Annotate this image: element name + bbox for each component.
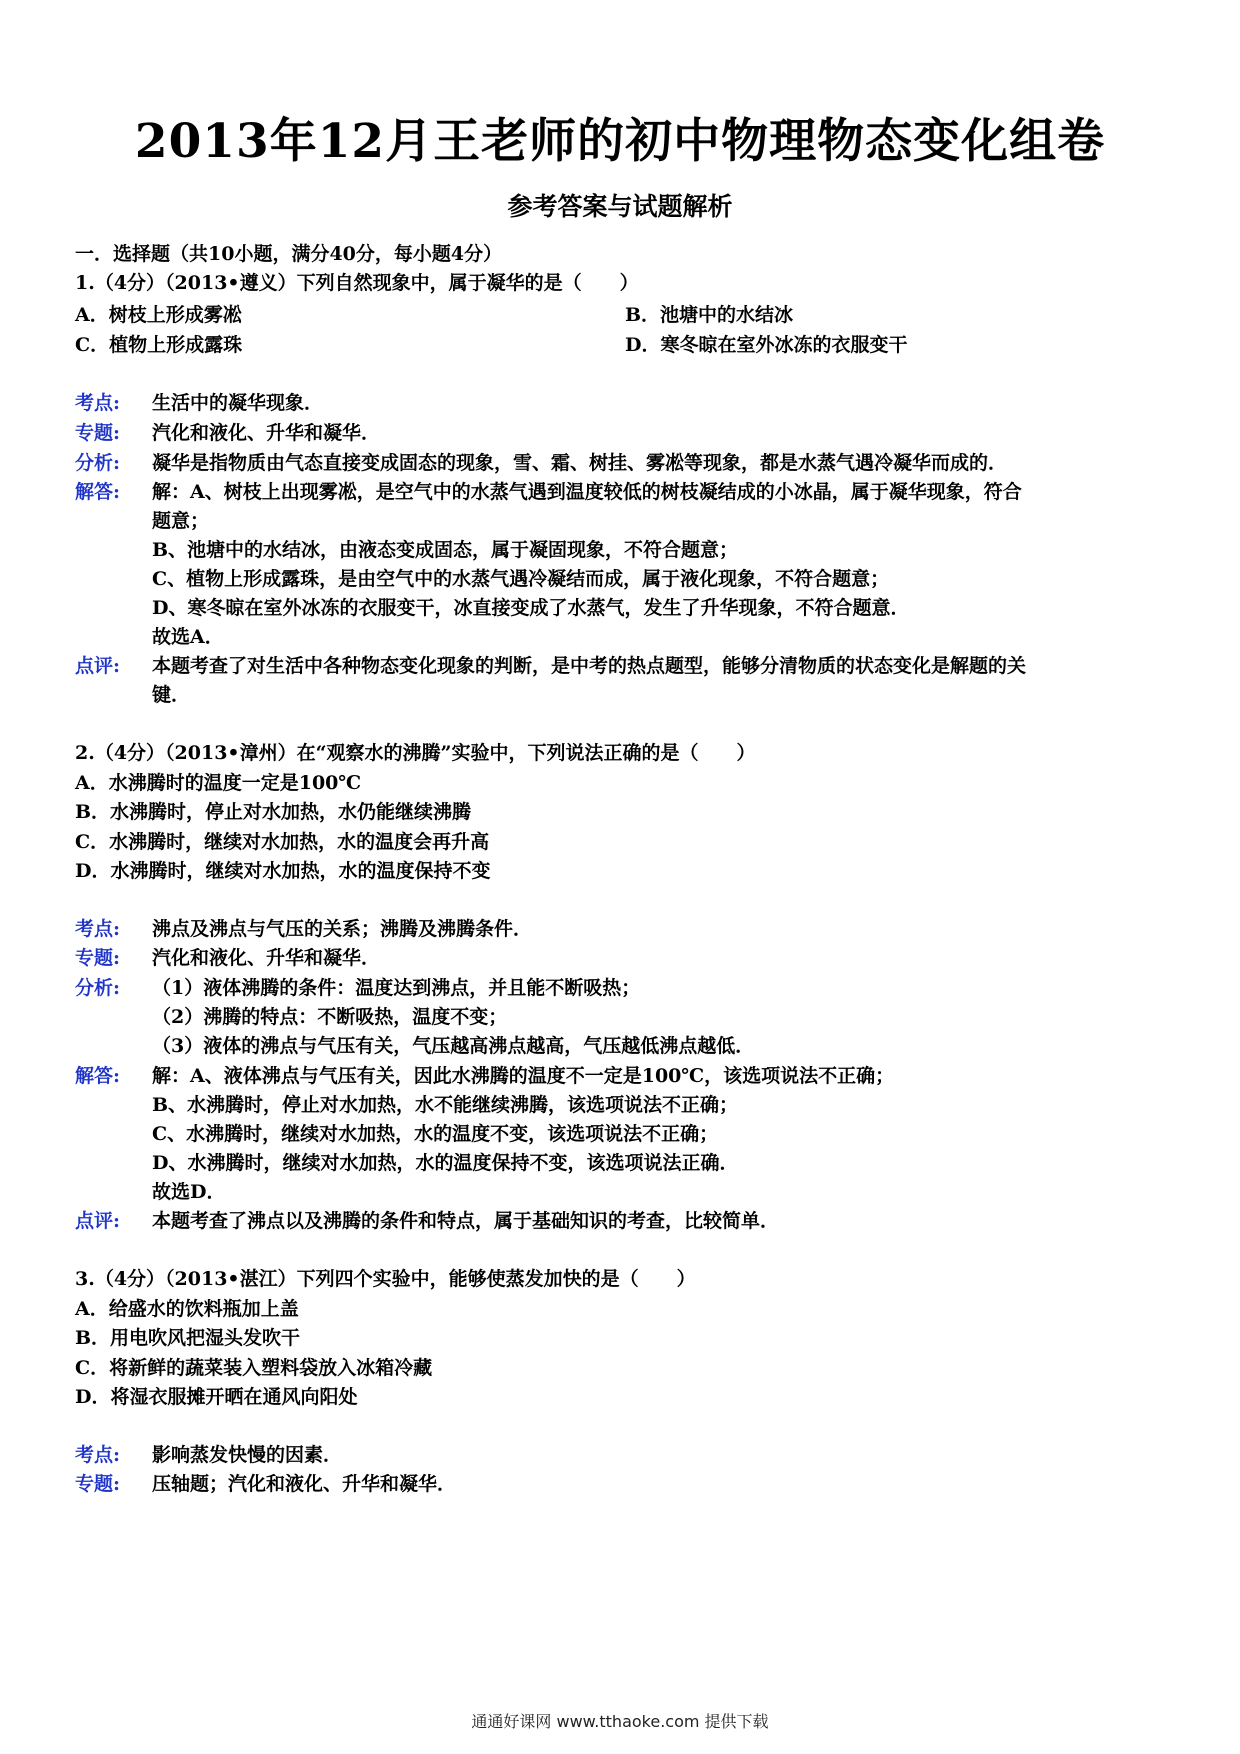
q1-kaodian-label: 考点: — [75, 392, 121, 414]
q2-fenxi-line: （2）沸腾的特点：不断吸热，温度不变； — [152, 1006, 508, 1028]
q2-zhuanti-label: 专题: — [75, 947, 121, 969]
q1-jieda-line: D、寒冬晾在室外冰冻的衣服变干，冰直接变成了水蒸气，发生了升华现象，不符合题意． — [152, 597, 910, 619]
question-2-option-c: C．水沸腾时，继续对水加热，水的温度会再升高 — [75, 831, 490, 853]
question-1-option-d: D．寒冬晾在室外冰冻的衣服变干 — [625, 334, 908, 356]
q2-kaodian-label: 考点: — [75, 918, 121, 940]
question-2-option-d: D．水沸腾时，继续对水加热，水的温度保持不变 — [75, 860, 491, 882]
question-1-stem: 1.（4分）（2013•遵义）下列自然现象中，属于凝华的是（ ） — [75, 272, 639, 294]
q2-jieda-line: 故选D． — [152, 1181, 226, 1203]
q2-dianping-label: 点评: — [75, 1210, 121, 1232]
question-2-option-a: A．水沸腾时的温度一定是100℃ — [75, 772, 362, 794]
q3-zhuanti-label: 专题: — [75, 1473, 121, 1495]
question-1-option-c: C．植物上形成露珠 — [75, 334, 243, 356]
question-1-option-b: B．池塘中的水结冰 — [625, 304, 794, 326]
q1-jieda-line: 题意； — [152, 510, 210, 532]
q1-jieda-line: 解：A、树枝上出现雾凇，是空气中的水蒸气遇到温度较低的树枝凝结成的小冰晶，属于凝华现象，符合 — [152, 481, 1022, 503]
q2-dianping-line: 本题考查了沸点以及沸腾的条件和特点，属于基础知识的考查，比较简单． — [152, 1210, 780, 1232]
question-3-option-d: D．将湿衣服摊开晒在通风向阳处 — [75, 1386, 358, 1408]
question-2-option-b: B．水沸腾时，停止对水加热，水仍能继续沸腾 — [75, 801, 472, 823]
question-2-stem: 2.（4分）（2013•漳州）在“观察水的沸腾”实验中，下列说法正确的是（ ） — [75, 742, 756, 764]
section-heading: 一．选择题（共10小题，满分40分，每小题4分） — [75, 243, 503, 265]
question-3-option-b: B．用电吹风把湿头发吹干 — [75, 1327, 301, 1349]
q2-fenxi-line: （3）液体的沸点与气压有关，气压越高沸点越高，气压越低沸点越低． — [152, 1035, 755, 1057]
q3-kaodian-text: 影响蒸发快慢的因素． — [152, 1444, 343, 1466]
question-1-option-a: A．树枝上形成雾凇 — [75, 304, 242, 326]
q2-jieda-label: 解答: — [75, 1065, 121, 1087]
question-3-option-c: C．将新鲜的蔬菜装入塑料袋放入冰箱冷藏 — [75, 1357, 433, 1379]
q1-jieda-line: C、植物上形成露珠，是由空气中的水蒸气遇冷凝结而成，属于液化现象，不符合题意； — [152, 568, 890, 590]
q1-kaodian-text: 生活中的凝华现象． — [152, 392, 324, 414]
q2-jieda-line: 解：A、液体沸点与气压有关，因此水沸腾的温度不一定是100℃，该选项说法不正确； — [152, 1065, 895, 1087]
q1-dianping-line: 键． — [152, 684, 191, 706]
q3-kaodian-label: 考点: — [75, 1444, 121, 1466]
document-subtitle: 参考答案与试题解析 — [507, 192, 733, 221]
q1-jieda-line: 故选A． — [152, 626, 224, 648]
question-3-stem: 3.（4分）（2013•湛江）下列四个实验中，能够使蒸发加快的是（ ） — [75, 1268, 696, 1290]
q2-jieda-line: B、水沸腾时，停止对水加热，水不能继续沸腾，该选项说法不正确； — [152, 1094, 739, 1116]
q1-zhuanti-label: 专题: — [75, 422, 121, 444]
q2-fenxi-label: 分析: — [75, 977, 121, 999]
q1-fenxi-text: 凝华是指物质由气态直接变成固态的现象，雪、霜、树挂、雾凇等现象，都是水蒸气遇冷凝华而成的． — [152, 452, 1008, 474]
q2-jieda-line: D、水沸腾时，继续对水加热，水的温度保持不变，该选项说法正确． — [152, 1152, 739, 1174]
q1-dianping-label: 点评: — [75, 655, 121, 677]
q2-jieda-line: C、水沸腾时，继续对水加热，水的温度不变，该选项说法不正确； — [152, 1123, 719, 1145]
q2-kaodian-text: 沸点及沸点与气压的关系；沸腾及沸腾条件． — [152, 918, 533, 940]
q3-zhuanti-text: 压轴题；汽化和液化、升华和凝华． — [152, 1473, 457, 1495]
footer-download-note[interactable]: 通通好课网 www.tthaoke.com 提供下载 — [471, 1712, 769, 1731]
q1-fenxi-label: 分析: — [75, 452, 121, 474]
document-title: 2013年12月王老师的初中物理物态变化组卷 — [134, 114, 1106, 169]
q2-zhuanti-text: 汽化和液化、升华和凝华． — [152, 947, 381, 969]
q1-dianping-line: 本题考查了对生活中各种物态变化现象的判断，是中考的热点题型，能够分清物质的状态变化是解题的关 — [152, 655, 1027, 677]
question-3-option-a: A．给盛水的饮料瓶加上盖 — [75, 1298, 299, 1320]
q1-zhuanti-text: 汽化和液化、升华和凝华． — [152, 422, 381, 444]
q1-jieda-label: 解答: — [75, 481, 121, 503]
q1-jieda-line: B、池塘中的水结冰，由液态变成固态，属于凝固现象，不符合题意； — [152, 539, 739, 561]
q2-fenxi-line: （1）液体沸腾的条件：温度达到沸点，并且能不断吸热； — [152, 977, 641, 999]
